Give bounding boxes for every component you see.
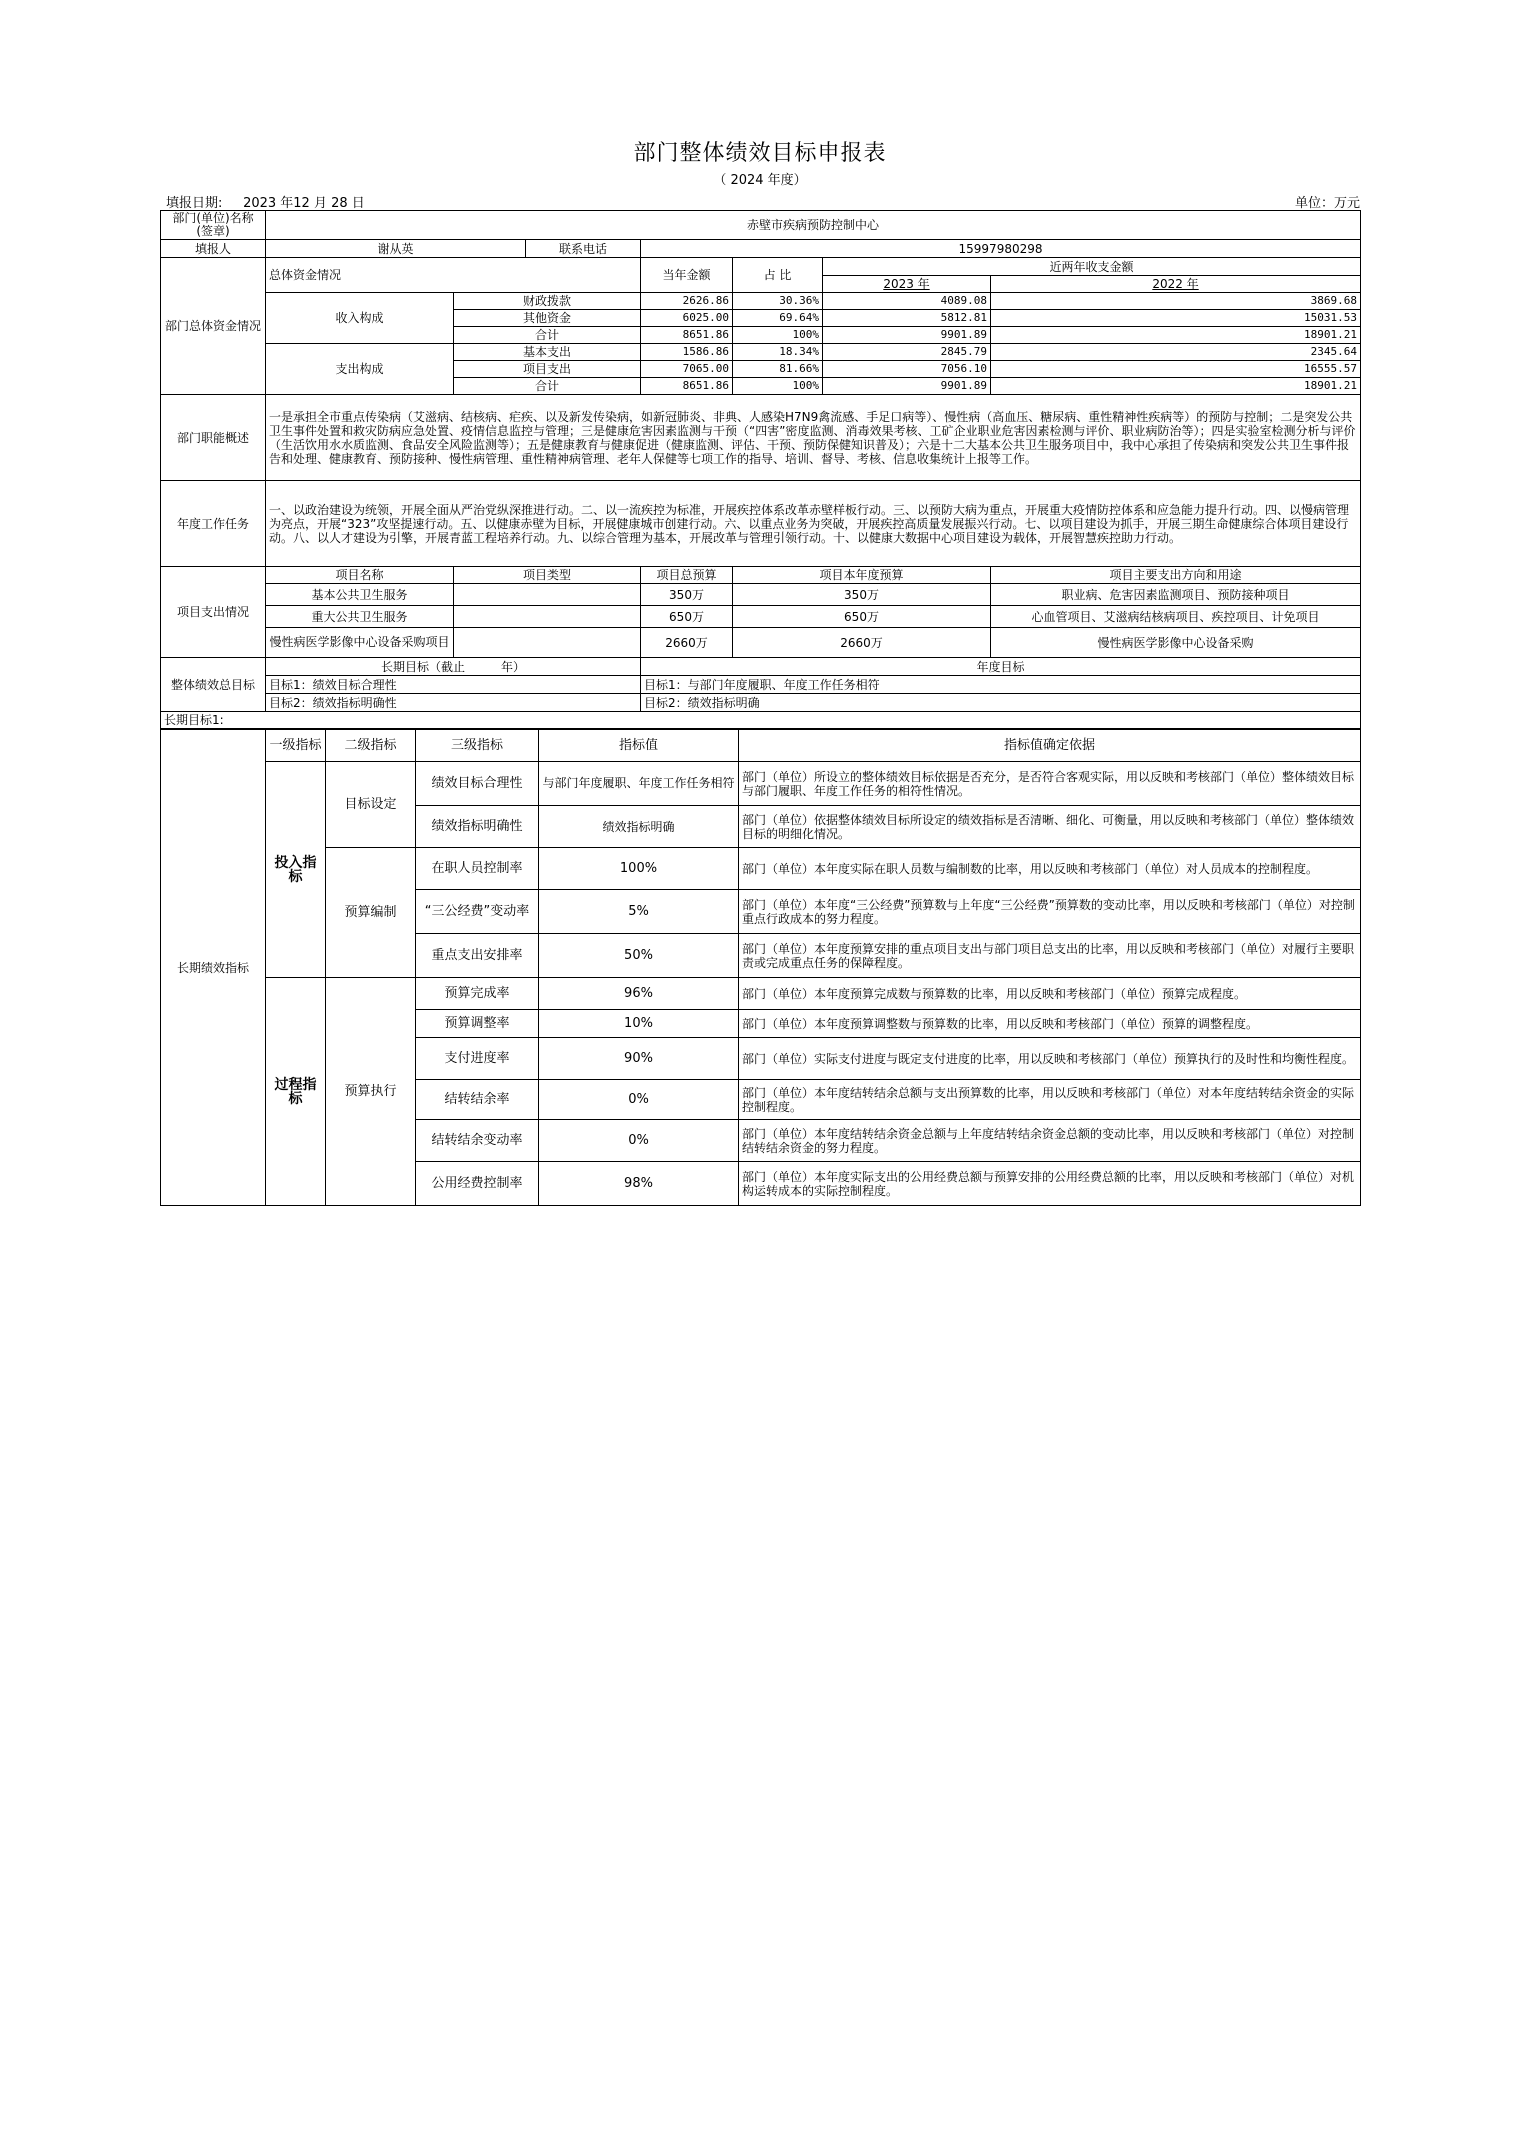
h-level1: 一级指标 (266, 730, 326, 762)
indicator-value: 98% (539, 1162, 739, 1206)
level3-label: 预算完成率 (416, 978, 539, 1010)
fund-row-2022: 2345.64 (991, 344, 1361, 361)
fund-row-2022: 18901.21 (991, 378, 1361, 395)
year-2023: 2023 年 (823, 276, 991, 293)
form-sheet (160, 128, 1360, 1206)
project-type (454, 584, 641, 606)
level3-label: 在职人员控制率 (416, 848, 539, 890)
long-indicator-label: 长期绩效指标 (161, 730, 266, 1206)
meta-row (160, 190, 1360, 210)
level1-process: 过程指标 (266, 978, 326, 1206)
long-goal-header: 长期目标（截止 年） (266, 658, 641, 676)
col-ratio: 占 比 (733, 258, 823, 293)
year-goal-1: 目标1：与部门年度履职、年度工作任务相符 (641, 676, 1361, 694)
col-project-name: 项目名称 (266, 567, 454, 584)
indicator-basis: 部门（单位）本年度实际在职人员数与编制数的比率，用以反映和考核部门（单位）对人员成本的控制程度。 (739, 848, 1361, 890)
col-recent: 近两年收支金额 (823, 258, 1361, 276)
h-level2: 二级指标 (326, 730, 416, 762)
projects-label: 项目支出情况 (161, 567, 266, 658)
project-name: 慢性病医学影像中心设备采购项目 (266, 628, 454, 658)
dept-name-label: 部门(单位)名称(签章) (161, 211, 266, 240)
col-project-total: 项目总预算 (641, 567, 733, 584)
tasks-text: 一、以政治建设为统领，开展全面从严治党纵深推进行动。二、以一流疾控为标准，开展疾控体系改革赤壁样板行动。三、以预防大病为重点，开展重大疫情防控体系和应急能力提升行动。四、以慢病管理为亮点，开展“323”攻坚提速行动。五、以健康赤壁为目标，开展健康城市创建行动。六、以重点业务为突破，开展疾控高质量发展振兴行动。七、以项目建设为抓手，开展三期生命健康综合体项目建设行动。八、以人才建设为引擎，开展青蓝工程培养行动。九、以综合管理为基本，开展改革与管理引领行动。十、以健康大数据中心项目建设为载体，开展智慧疾控助力行动。 (266, 481, 1361, 567)
unit-label: 单位：万元 (1294, 196, 1360, 211)
level1-input: 投入指标 (266, 762, 326, 978)
indicator-basis: 部门（单位）本年度预算调整数与预算数的比率，用以反映和考核部门（单位）预算的调整程度。 (739, 1010, 1361, 1038)
col-amount: 当年金额 (641, 258, 733, 293)
main-table (160, 210, 1361, 729)
fund-row-ratio: 18.34% (733, 344, 823, 361)
project-type (454, 606, 641, 628)
col-project-year: 项目本年度预算 (733, 567, 991, 584)
long-goal-1: 目标1：绩效目标合理性 (266, 676, 641, 694)
fund-row-ratio: 30.36% (733, 293, 823, 310)
indicator-basis: 部门（单位）本年度结转结余资金总额与上年度结转结余资金总额的变动比率，用以反映和考核部门（单位）对控制结转结余资金的努力程度。 (739, 1120, 1361, 1162)
indicator-value: 0% (539, 1120, 739, 1162)
fund-row-2023: 4089.08 (823, 293, 991, 310)
fund-row-2022: 16555.57 (991, 361, 1361, 378)
duties-text: 一是承担全市重点传染病（艾滋病、结核病、疟疾、以及新发传染病，如新冠肺炎、非典、人感染H7N9禽流感、手足口病等）、慢性病（高血压、糖尿病、重性精神性疾病等）的预防与控制；二是突发公共卫生事件处置和救灾防病应急处置、疫情信息监控与管理；三是健康危害因素监测与干预（“四害”密度监测、消毒效果考核、工矿企业职业危害因素检测与评价、职业病防治等）；四是实验室检测分析与评价（生活饮用水水质监测、食品安全风险监测等）；五是健康教育与健康促进（健康监测、评估、干预、预防保健知识普及）；六是十二大基本公共卫生服务项目中，我中心承担了传染病和突发公共卫生事件报告和处理、健康教育、预防接种、慢性病管理、重性精神病管理、老年人保健等七项工作的指导、培训、督导、考核、信息收集统计上报等工作。 (266, 395, 1361, 481)
fund-row-name: 合计 (454, 378, 641, 395)
year-2022: 2022 年 (991, 276, 1361, 293)
tasks-label: 年度工作任务 (161, 481, 266, 567)
indicator-table (160, 729, 1361, 1206)
level3-label: 支付进度率 (416, 1038, 539, 1080)
fund-row-amount: 7065.00 (641, 361, 733, 378)
col-project-use: 项目主要支出方向和用途 (991, 567, 1361, 584)
fund-row-2023: 9901.89 (823, 378, 991, 395)
overall-funds-label: 总体资金情况 (266, 258, 641, 293)
phone-value: 15997980298 (641, 240, 1361, 258)
year-goal-2: 目标2：绩效指标明确 (641, 694, 1361, 712)
fund-row-amount: 2626.86 (641, 293, 733, 310)
fund-row-ratio: 81.66% (733, 361, 823, 378)
filler-value: 谢从英 (266, 240, 526, 258)
indicator-basis: 部门（单位）依据整体绩效目标所设定的绩效指标是否清晰、细化、可衡量，用以反映和考核部门（单位）整体绩效目标的明细化情况。 (739, 806, 1361, 848)
fund-row-2023: 5812.81 (823, 310, 991, 327)
level3-label: 重点支出安排率 (416, 934, 539, 978)
level3-label: 公用经费控制率 (416, 1162, 539, 1206)
level2-goal-set: 目标设定 (326, 762, 416, 848)
fund-row-2023: 2845.79 (823, 344, 991, 361)
fund-row-2022: 3869.68 (991, 293, 1361, 310)
h-value: 指标值 (539, 730, 739, 762)
project-use: 职业病、危害因素监测项目、预防接种项目 (991, 584, 1361, 606)
duties-label: 部门职能概述 (161, 395, 266, 481)
level2-budget-exec: 预算执行 (326, 978, 416, 1206)
form-subtitle: （ 2024 年度） (713, 173, 807, 188)
level3-label: 预算调整率 (416, 1010, 539, 1038)
project-year: 650万 (733, 606, 991, 628)
level2-budget-prep: 预算编制 (326, 848, 416, 978)
fund-row-name: 项目支出 (454, 361, 641, 378)
fund-row-ratio: 69.64% (733, 310, 823, 327)
project-type (454, 628, 641, 658)
goals-label: 整体绩效总目标 (161, 658, 266, 712)
indicator-basis: 部门（单位）本年度结转结余总额与支出预算数的比率，用以反映和考核部门（单位）对本年度结转结余资金的实际控制程度。 (739, 1080, 1361, 1120)
indicator-value: 10% (539, 1010, 739, 1038)
indicator-basis: 部门（单位）实际支付进度与既定支付进度的比率，用以反映和考核部门（单位）预算执行的及时性和均衡性程度。 (739, 1038, 1361, 1080)
level3-label: “三公经费”变动率 (416, 890, 539, 934)
project-total: 650万 (641, 606, 733, 628)
project-total: 350万 (641, 584, 733, 606)
expense-label: 支出构成 (266, 344, 454, 395)
fund-row-amount: 8651.86 (641, 327, 733, 344)
indicator-value: 50% (539, 934, 739, 978)
fund-row-name: 其他资金 (454, 310, 641, 327)
project-use: 慢性病医学影像中心设备采购 (991, 628, 1361, 658)
project-total: 2660万 (641, 628, 733, 658)
indicator-basis: 部门（单位）本年度预算完成数与预算数的比率，用以反映和考核部门（单位）预算完成程度。 (739, 978, 1361, 1010)
h-basis: 指标值确定依据 (739, 730, 1361, 762)
level3-label: 结转结余变动率 (416, 1120, 539, 1162)
project-use: 心血管项目、艾滋病结核病项目、疾控项目、计免项目 (991, 606, 1361, 628)
fund-row-2022: 18901.21 (991, 327, 1361, 344)
form-title: 部门整体绩效目标申报表 (633, 141, 887, 166)
indicator-basis: 部门（单位）所设立的整体绩效目标依据是否充分，是否符合客观实际，用以反映和考核部门（单位）整体绩效目标与部门履职、年度工作任务的相符性情况。 (739, 762, 1361, 806)
indicator-basis: 部门（单位）本年度预算安排的重点项目支出与部门项目总支出的比率，用以反映和考核部门（单位）对履行主要职责或完成重点任务的保障程度。 (739, 934, 1361, 978)
indicator-value: 90% (539, 1038, 739, 1080)
fund-row-name: 财政拨款 (454, 293, 641, 310)
indicator-value: 96% (539, 978, 739, 1010)
level3-label: 绩效目标合理性 (416, 762, 539, 806)
fund-row-amount: 8651.86 (641, 378, 733, 395)
fund-row-2022: 15031.53 (991, 310, 1361, 327)
long-goal-row: 长期目标1: (161, 712, 1361, 729)
phone-label: 联系电话 (526, 240, 641, 258)
fill-date: 填报日期: 2023 年12 月 28 日 (166, 196, 365, 211)
dept-name-value: 赤壁市疾病预防控制中心 (266, 211, 1361, 240)
indicator-basis: 部门（单位）本年度实际支出的公用经费总额与预算安排的公用经费总额的比率，用以反映和考核部门（单位）对机构运转成本的实际控制程度。 (739, 1162, 1361, 1206)
long-goal-2: 目标2：绩效指标明确性 (266, 694, 641, 712)
h-level3: 三级指标 (416, 730, 539, 762)
project-year: 350万 (733, 584, 991, 606)
fund-row-ratio: 100% (733, 378, 823, 395)
fund-row-2023: 9901.89 (823, 327, 991, 344)
fund-row-amount: 1586.86 (641, 344, 733, 361)
fund-row-2023: 7056.10 (823, 361, 991, 378)
fund-row-ratio: 100% (733, 327, 823, 344)
year-goal-header: 年度目标 (641, 658, 1361, 676)
level3-label: 结转结余率 (416, 1080, 539, 1120)
fund-row-name: 基本支出 (454, 344, 641, 361)
indicator-value: 0% (539, 1080, 739, 1120)
fund-row-amount: 6025.00 (641, 310, 733, 327)
filler-label: 填报人 (161, 240, 266, 258)
col-project-type: 项目类型 (454, 567, 641, 584)
level3-label: 绩效指标明确性 (416, 806, 539, 848)
project-name: 重大公共卫生服务 (266, 606, 454, 628)
indicator-value: 100% (539, 848, 739, 890)
indicator-value: 与部门年度履职、年度工作任务相符 (539, 762, 739, 806)
indicator-basis: 部门（单位）本年度“三公经费”预算数与上年度“三公经费”预算数的变动比率，用以反映和考核部门（单位）对控制重点行政成本的努力程度。 (739, 890, 1361, 934)
project-year: 2660万 (733, 628, 991, 658)
indicator-value: 绩效指标明确 (539, 806, 739, 848)
indicator-value: 5% (539, 890, 739, 934)
funds-section-label: 部门总体资金情况 (161, 258, 266, 395)
income-label: 收入构成 (266, 293, 454, 344)
fund-row-name: 合计 (454, 327, 641, 344)
project-name: 基本公共卫生服务 (266, 584, 454, 606)
